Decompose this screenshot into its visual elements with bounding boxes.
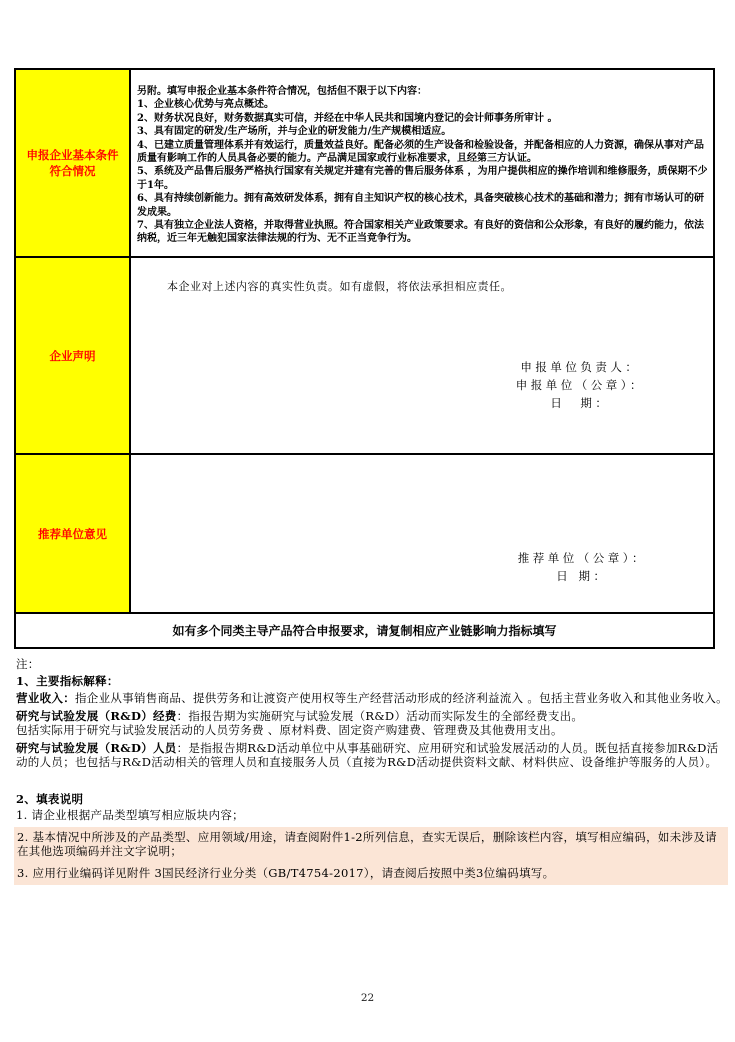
condition-item-5: 5、系统及产品售后服务严格执行国家有关规定并建有完善的售后服务体系 ，为用户提供相应的操作培训和维修服务，质保期不少于1年。	[137, 166, 708, 191]
label-recommendation-opinion: 推荐单位意见	[38, 526, 107, 541]
condition-item-2: 2、财务状况良好，财务数据真实可信，并经在中华人民共和国境内登记的会计师事务所审计 。	[137, 112, 558, 124]
condition-item-7: 7、具有独立企业法人资格，并取得营业执照。符合国家相关产业政策要求。有良好的资信和公众形象，有良好的履约能力，依法纳税，近三年无触犯国家法律法规的行为、无不正当竞争行为。	[137, 220, 704, 245]
instruction-1: 1. 请企业根据产品类型填写相应版块内容；	[16, 808, 244, 822]
notes-section	[16, 657, 728, 885]
sign-line-recommend-date: 日 期：	[556, 569, 609, 583]
notes-prefix: 注：	[16, 657, 40, 671]
label-cell-enterprise-declaration	[16, 258, 131, 453]
term-operating-revenue-definition: 指企业从事销售商品、提供劳务和让渡资产使用权等生产经营活动形成的经济利益流入 。包括主营业务收入和其他业务收入。	[75, 691, 728, 705]
label-basic-conditions-line2: 符合情况	[49, 164, 96, 178]
condition-item-6: 6、具有持续创新能力。拥有高效研发体系，拥有自主知识产权的核心技术，具备突破核心技术的基础和潜力；拥有市场认可的研发成果。	[137, 193, 704, 218]
term-rd-expenditure	[16, 709, 728, 738]
declaration-signature-block	[516, 358, 645, 412]
row-enterprise-declaration	[16, 258, 713, 455]
instruction-2: 2. 基本情况中所涉及的产品类型、应用领域/用途，请查阅附件1-2所列信息，查实无误后，删除该栏内容，填写相应编码，如未涉及请在其他选项编码并注文字说明；	[17, 829, 717, 858]
recommendation-signature-block	[518, 549, 647, 585]
enterprise-declaration-content	[131, 258, 713, 453]
notes-section1-heading: 1、主要指标解释：	[16, 673, 119, 688]
highlighted-instructions	[14, 827, 728, 886]
condition-intro: 另附。填写申报企业基本条件符合情况，包括但不限于以下内容：	[137, 86, 427, 97]
label-cell-recommendation-opinion	[16, 455, 131, 612]
page-number: 22	[360, 992, 375, 1004]
term-operating-revenue-name: 营业收入：	[16, 691, 75, 705]
row-basic-conditions	[16, 70, 713, 258]
term-rd-personnel-name: 研究与试验发展（R&D）人员	[16, 740, 177, 755]
sign-line-date: 日 期：	[550, 396, 611, 410]
condition-item-1: 1、企业核心优势与亮点概述。	[137, 99, 274, 111]
basic-conditions-content	[131, 70, 713, 256]
label-cell-basic-conditions	[16, 70, 131, 256]
label-enterprise-declaration: 企业声明	[49, 348, 96, 363]
term-rd-expenditure-definition2: 包括实际用于研究与试验发展活动的人员劳务费 、原材料费、固定资产购建费、管理费及其他费用支出。	[16, 723, 563, 737]
term-operating-revenue	[16, 691, 728, 706]
sign-line-unit-seal: 申报单位（公章）：	[515, 378, 645, 392]
sign-line-recommend-unit-seal: 推荐单位（公章）：	[517, 551, 647, 565]
recommendation-opinion-content	[131, 455, 713, 612]
term-rd-personnel	[16, 741, 728, 770]
label-basic-conditions-line1: 申报企业基本条件	[26, 148, 119, 162]
condition-item-4: 4、已建立质量管理体系并有效运行，质量效益良好。配备必须的生产设备和检验设备，并配备相应的人力资源，确保从事对产品质量有影响工作的人员具备必要的能力。产品满足国家或行业标准要求，且经第三方认证。	[137, 139, 704, 165]
application-form-table	[14, 68, 715, 649]
table-footer-note: 如有多个同类主导产品符合申报要求，请复制相应产业链影响力指标填写	[172, 624, 557, 638]
instruction-3: 3. 应用行业编码详见附件 3国民经济行业分类（GB/T4754-2017），请查阅后按照中类3位编码填写。	[17, 865, 555, 880]
term-rd-personnel-definition: ：是指报告期R&D活动单位中从事基础研究、应用研究和试验发展活动的人员。既包括直接参加R&D活动的人员；也包括与R&D活动相关的管理人员和直接服务人员（直接为R&D活动提供资料文献、材料供应、设备维护等服务的人员）。	[16, 740, 719, 769]
notes-section2-heading: 2、填表说明	[16, 791, 84, 806]
term-rd-expenditure-name: 研究与试验发展（R&D）经费	[16, 708, 177, 723]
declaration-text: 本企业对上述内容的真实性负责。如有虚假，将依法承担相应责任。	[167, 280, 512, 293]
row-recommendation-opinion	[16, 455, 713, 614]
term-rd-expenditure-definition: ：指报告期为实施研究与试验发展（R&D）活动而实际发生的全部经费支出。	[176, 708, 584, 723]
condition-item-3: 3、具有固定的研发/生产场所，并与企业的研发能力/生产规模相适应。	[137, 126, 452, 138]
sign-line-responsible-person: 申报单位负责人：	[520, 360, 641, 374]
